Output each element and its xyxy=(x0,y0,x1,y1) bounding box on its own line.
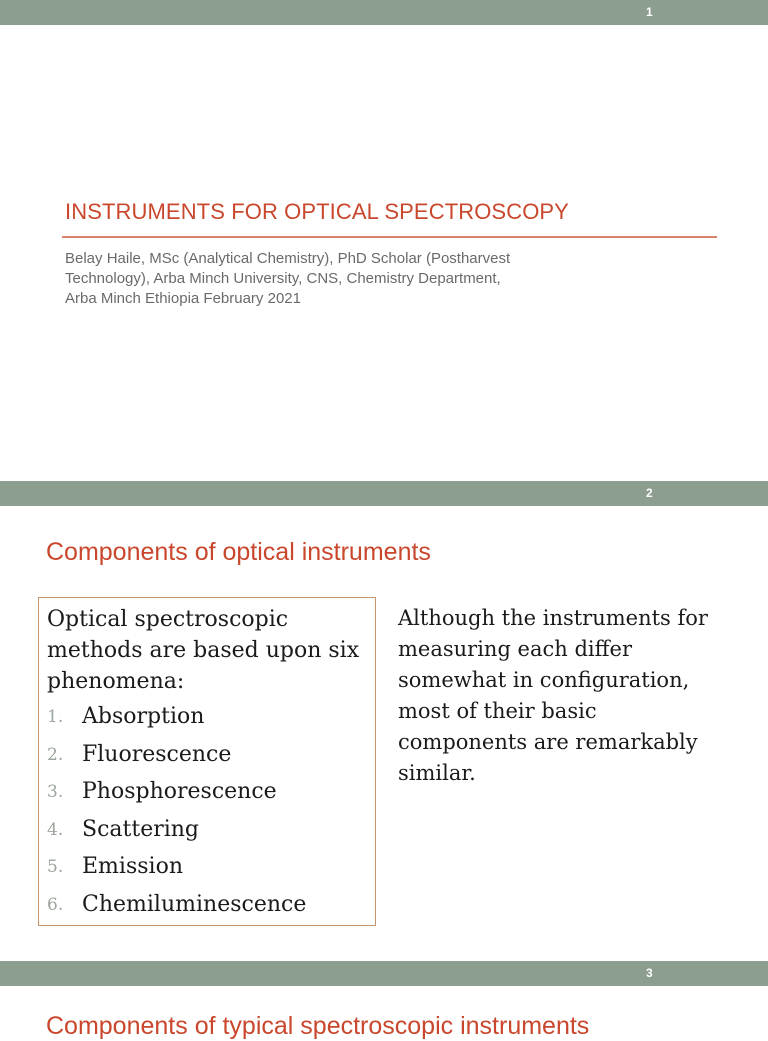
subtitle-line: Technology), Arba Minch University, CNS, Chemistry Department, xyxy=(65,270,501,287)
paragraph-line: somewhat in configuration, xyxy=(398,668,690,692)
list-item xyxy=(47,704,367,742)
list-number: 1. xyxy=(47,707,64,727)
slide-2-number: 2 xyxy=(646,486,653,500)
phenomena-list xyxy=(47,704,367,929)
list-item xyxy=(47,854,367,892)
phenomena-box xyxy=(38,597,376,926)
list-number: 3. xyxy=(47,782,64,802)
slide-3-header-bar xyxy=(0,961,768,986)
slide-3-title: Components of typical spectroscopic instruments xyxy=(46,1012,590,1040)
list-label: Phosphorescence xyxy=(82,779,277,804)
list-item xyxy=(47,817,367,855)
list-label: Emission xyxy=(82,854,183,879)
slide-1-header-bar xyxy=(0,0,768,25)
subtitle-line: Arba Minch Ethiopia February 2021 xyxy=(65,290,301,307)
slide-1-subtitle xyxy=(65,249,625,309)
list-item xyxy=(47,742,367,780)
paragraph-line: measuring each differ xyxy=(398,637,633,661)
intro-line: Optical spectroscopic xyxy=(47,607,289,632)
title-divider xyxy=(62,236,717,238)
paragraph-line: components are remarkably xyxy=(398,730,698,754)
paragraph-line: Although the instruments for xyxy=(398,606,708,630)
slide-2-title: Components of optical instruments xyxy=(46,538,431,566)
list-label: Chemiluminescence xyxy=(82,891,307,917)
list-number: 6. xyxy=(47,894,64,915)
slide-2 xyxy=(0,506,768,961)
intro-line: phenomena: xyxy=(47,669,185,694)
components-paragraph xyxy=(398,603,738,789)
slide-1-number: 1 xyxy=(646,5,653,19)
phenomena-intro xyxy=(47,604,372,697)
paragraph-line: similar. xyxy=(398,761,476,785)
list-number: 2. xyxy=(47,744,64,765)
slide-3 xyxy=(0,986,768,1040)
list-label: Fluorescence xyxy=(82,741,232,767)
list-label: Scattering xyxy=(82,816,200,842)
list-number: 4. xyxy=(47,819,64,840)
list-number: 5. xyxy=(47,857,64,877)
list-label: Absorption xyxy=(82,704,205,729)
subtitle-line: Belay Haile, MSc (Analytical Chemistry), PhD Scholar (Postharvest xyxy=(65,250,511,267)
intro-line: methods are based upon six xyxy=(47,638,360,663)
list-item xyxy=(47,892,367,930)
slide-1 xyxy=(0,25,768,481)
slide-2-header-bar xyxy=(0,481,768,506)
slide-1-title: INSTRUMENTS FOR OPTICAL SPECTROSCOPY xyxy=(65,199,569,224)
list-item xyxy=(47,779,367,817)
slide-3-number: 3 xyxy=(646,966,653,980)
paragraph-line: most of their basic xyxy=(398,699,597,723)
